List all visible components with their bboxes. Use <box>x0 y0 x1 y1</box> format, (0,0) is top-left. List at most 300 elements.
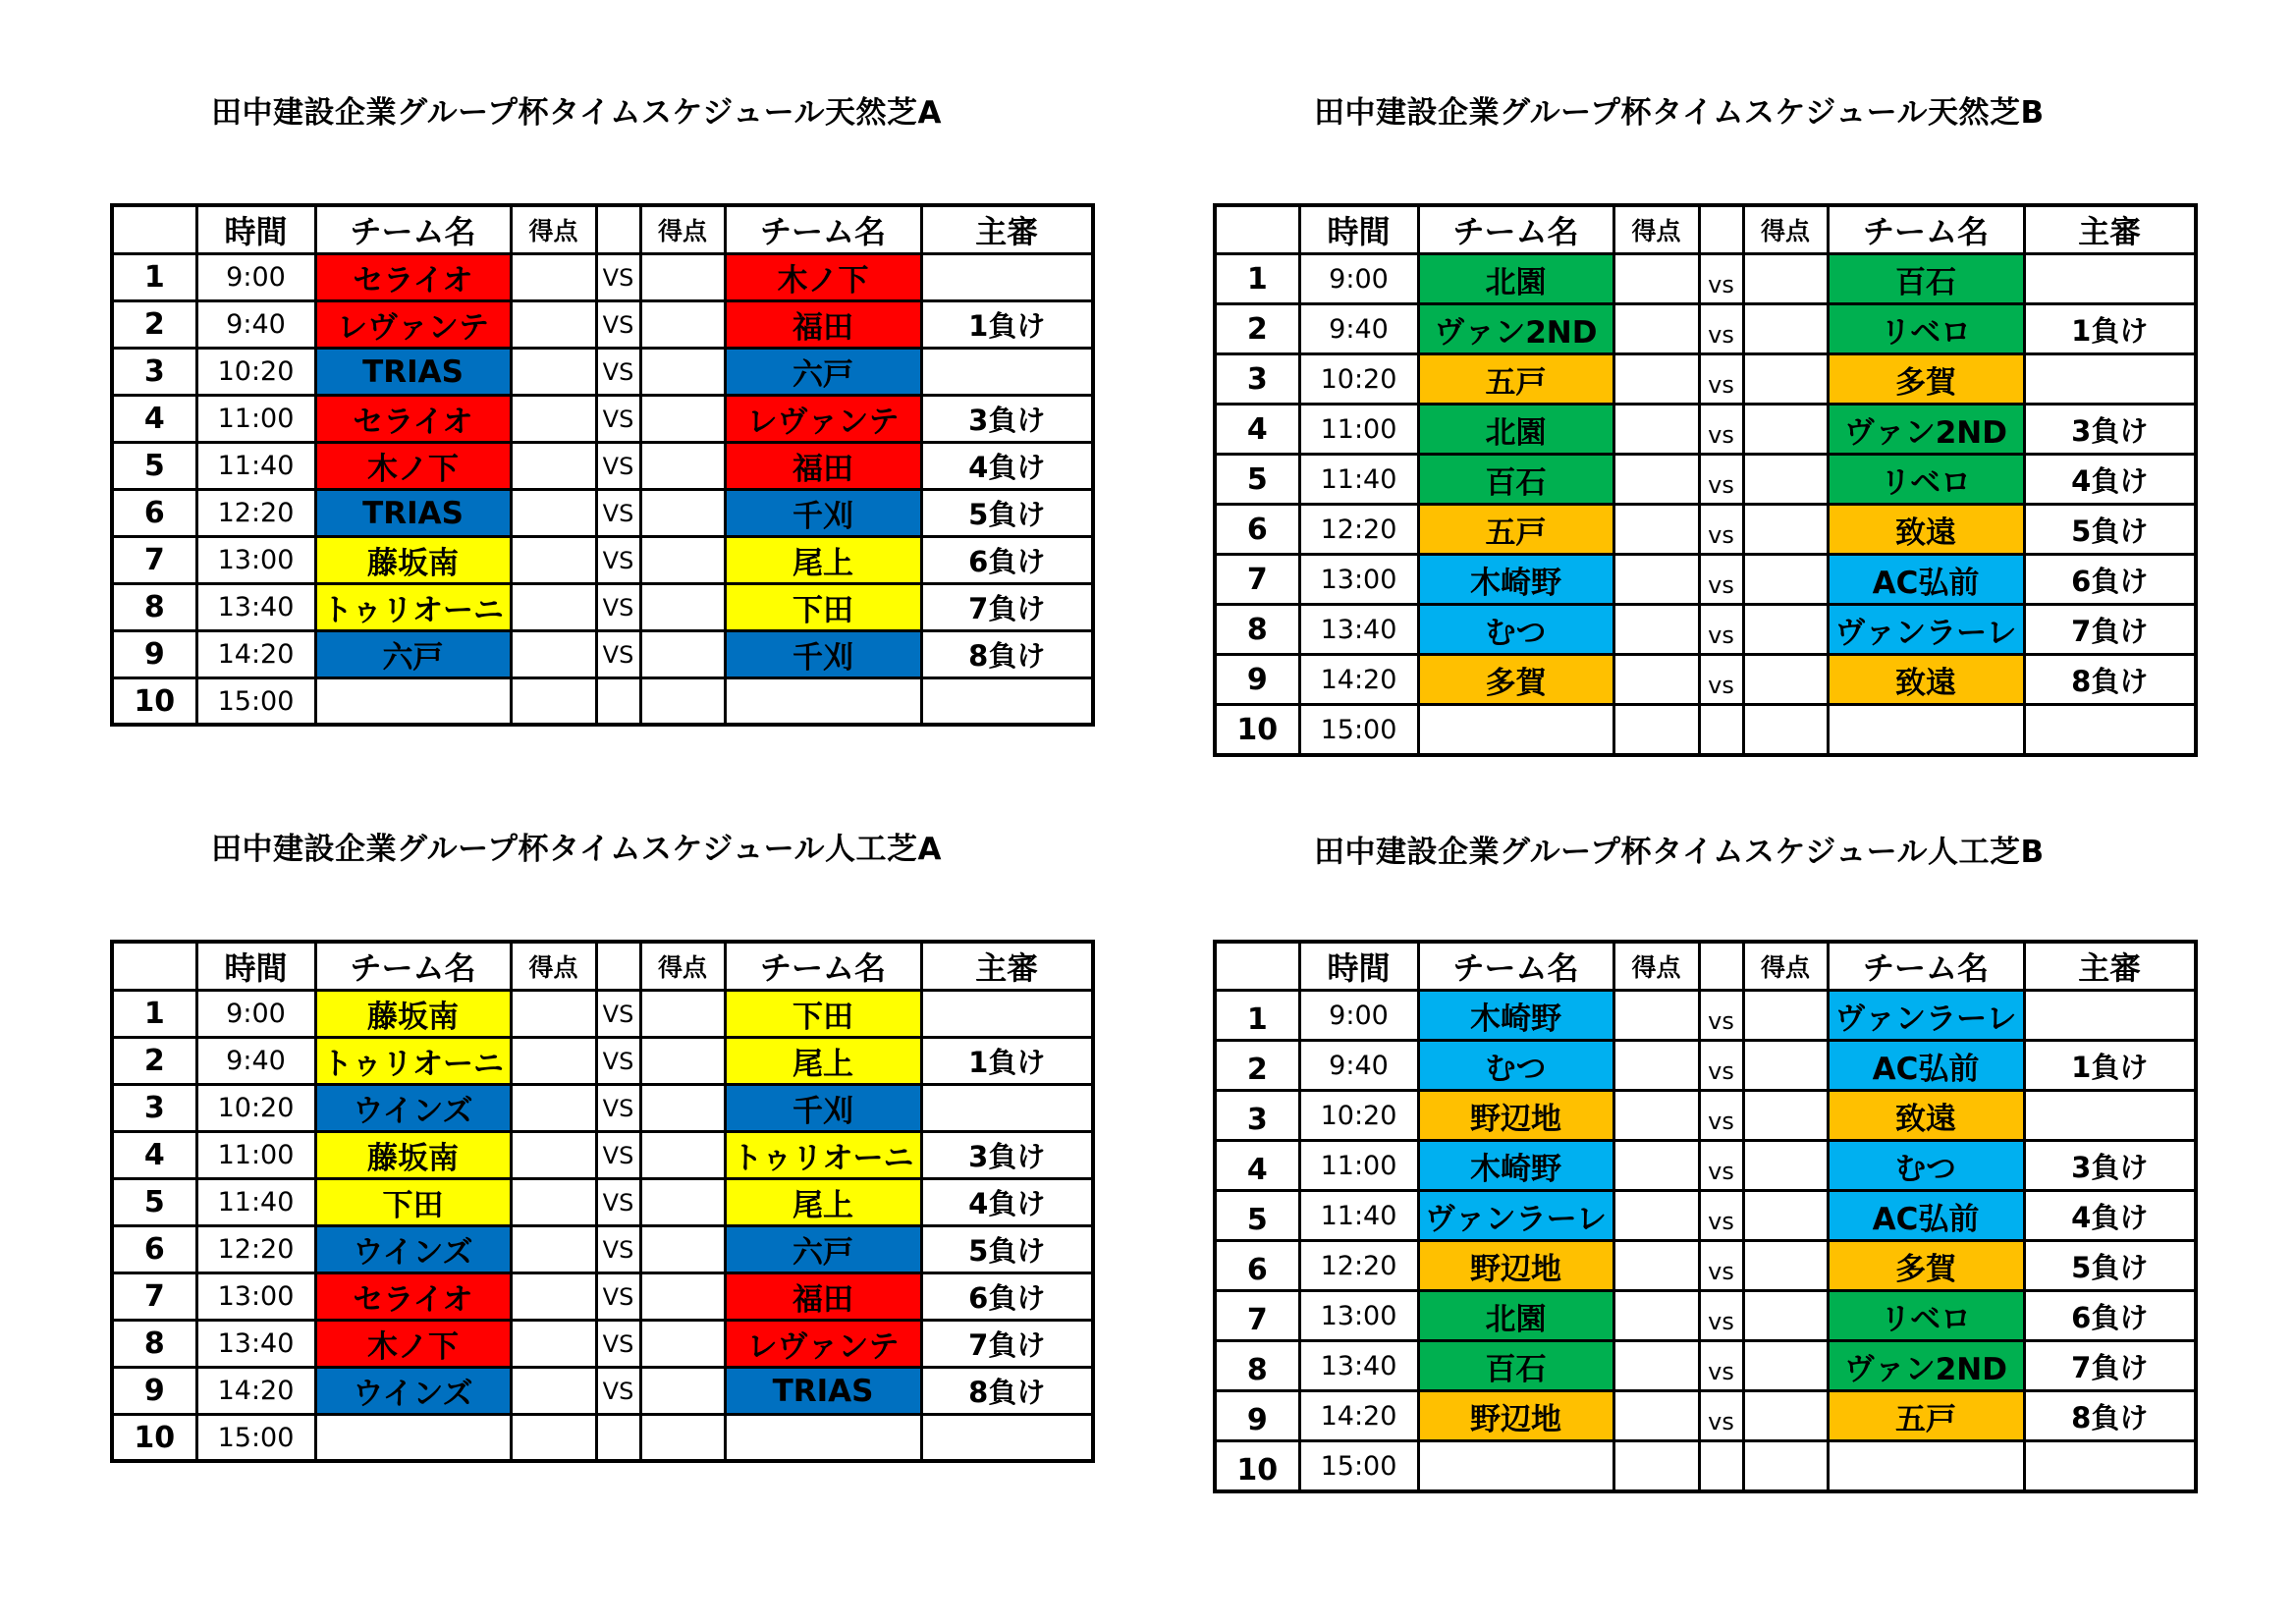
match-time: 13:00 <box>196 1273 315 1321</box>
home-score <box>511 678 596 726</box>
referee: 7負け <box>921 1321 1093 1368</box>
match-time: 11:40 <box>196 1179 315 1226</box>
vs-label: VS <box>596 1273 640 1321</box>
vs-label: vs <box>1699 354 1743 405</box>
header-referee: 主審 <box>2024 205 2196 254</box>
away-team: AC弘前 <box>1828 555 2024 605</box>
vs-label: VS <box>596 349 640 396</box>
match-number: 6 <box>1215 1241 1299 1291</box>
home-score <box>1613 254 1699 304</box>
header-no <box>112 942 196 991</box>
home-score <box>511 1368 596 1415</box>
home-team: 藤坂南 <box>315 537 511 584</box>
match-time: 11:00 <box>1299 1141 1418 1191</box>
referee: 7負け <box>2024 1341 2196 1391</box>
home-team: ウインズ <box>315 1226 511 1273</box>
match-time: 12:20 <box>1299 1241 1418 1291</box>
home-team: 五戸 <box>1418 505 1613 555</box>
vs-label: VS <box>596 1226 640 1273</box>
match-time: 15:00 <box>1299 705 1418 756</box>
vs-label: vs <box>1699 605 1743 655</box>
match-number: 5 <box>1215 455 1299 505</box>
match-row <box>112 1415 1093 1462</box>
away-score <box>640 537 725 584</box>
vs-label <box>1699 1441 1743 1492</box>
away-score <box>640 678 725 726</box>
match-row <box>1215 1291 2196 1341</box>
match-time: 9:00 <box>1299 991 1418 1041</box>
header-team-away: チーム名 <box>1828 942 2024 991</box>
away-score <box>640 631 725 678</box>
away-team: リベロ <box>1828 1291 2024 1341</box>
match-time: 13:00 <box>1299 555 1418 605</box>
away-team: 五戸 <box>1828 1391 2024 1441</box>
home-score <box>1613 655 1699 705</box>
match-number: 2 <box>1215 304 1299 354</box>
match-number: 4 <box>1215 405 1299 455</box>
away-score <box>1743 1441 1828 1492</box>
home-team: 多賀 <box>1418 655 1613 705</box>
away-team: AC弘前 <box>1828 1041 2024 1091</box>
home-team <box>315 678 511 726</box>
away-team: レヴァンテ <box>725 1321 921 1368</box>
away-score <box>1743 655 1828 705</box>
home-team: セライオ <box>315 1273 511 1321</box>
match-time: 14:20 <box>196 1368 315 1415</box>
away-score <box>1743 1341 1828 1391</box>
match-time: 13:00 <box>196 537 315 584</box>
header-score-away: 得点 <box>1743 942 1828 991</box>
vs-label: VS <box>596 1132 640 1179</box>
referee: 5負け <box>921 490 1093 537</box>
home-team: セライオ <box>315 396 511 443</box>
home-score <box>511 349 596 396</box>
match-row <box>112 537 1093 584</box>
away-score <box>640 1273 725 1321</box>
away-team: 尾上 <box>725 1038 921 1085</box>
away-score <box>640 1179 725 1226</box>
away-team: 千刈 <box>725 631 921 678</box>
header-time: 時間 <box>196 205 315 254</box>
away-score <box>1743 1241 1828 1291</box>
match-number: 9 <box>112 1368 196 1415</box>
away-team: トゥリオーニ <box>725 1132 921 1179</box>
match-row <box>112 631 1093 678</box>
match-row <box>1215 1441 2196 1492</box>
home-score <box>1613 705 1699 756</box>
match-row <box>1215 354 2196 405</box>
match-time: 9:00 <box>196 991 315 1038</box>
match-number: 10 <box>112 678 196 726</box>
vs-label: vs <box>1699 455 1743 505</box>
match-time: 15:00 <box>196 1415 315 1462</box>
match-row <box>112 584 1093 631</box>
home-score <box>511 631 596 678</box>
match-number: 3 <box>112 349 196 396</box>
schedule-artificial-a <box>110 825 1097 1455</box>
away-score <box>640 443 725 490</box>
match-time: 13:40 <box>196 1321 315 1368</box>
home-score <box>511 1085 596 1132</box>
vs-label: vs <box>1699 1041 1743 1091</box>
match-row <box>112 1179 1093 1226</box>
referee <box>2024 705 2196 756</box>
vs-label <box>596 678 640 726</box>
header-vs <box>1699 205 1743 254</box>
away-team: ヴァンラーレ <box>1828 605 2024 655</box>
vs-label: vs <box>1699 1091 1743 1141</box>
referee: 3負け <box>921 1132 1093 1179</box>
home-score <box>511 490 596 537</box>
away-score <box>640 254 725 301</box>
home-score <box>1613 354 1699 405</box>
home-score <box>1613 1241 1699 1291</box>
away-score <box>1743 1391 1828 1441</box>
header-referee: 主審 <box>921 205 1093 254</box>
match-row <box>1215 705 2196 756</box>
away-score <box>1743 405 1828 455</box>
away-team: リベロ <box>1828 455 2024 505</box>
home-score <box>511 991 596 1038</box>
match-time: 12:20 <box>1299 505 1418 555</box>
away-team: 木ノ下 <box>725 254 921 301</box>
match-time: 12:20 <box>196 490 315 537</box>
match-row <box>1215 254 2196 304</box>
referee <box>2024 1091 2196 1141</box>
match-number: 3 <box>1215 354 1299 405</box>
away-team <box>725 678 921 726</box>
match-row <box>1215 605 2196 655</box>
away-team: 下田 <box>725 584 921 631</box>
home-score <box>1613 1391 1699 1441</box>
match-time: 15:00 <box>1299 1441 1418 1492</box>
referee <box>2024 254 2196 304</box>
match-time: 14:20 <box>1299 1391 1418 1441</box>
away-score <box>1743 1041 1828 1091</box>
match-number: 10 <box>112 1415 196 1462</box>
header-score-away: 得点 <box>640 205 725 254</box>
match-number: 1 <box>112 991 196 1038</box>
home-team: 野辺地 <box>1418 1091 1613 1141</box>
match-number: 8 <box>112 584 196 631</box>
match-time: 12:20 <box>196 1226 315 1273</box>
away-team: 六戸 <box>725 349 921 396</box>
vs-label: VS <box>596 301 640 349</box>
away-score <box>640 490 725 537</box>
away-score <box>1743 1091 1828 1141</box>
vs-label <box>1699 705 1743 756</box>
header-row <box>1215 205 2196 254</box>
home-team: レヴァンテ <box>315 301 511 349</box>
match-row <box>112 301 1093 349</box>
away-score <box>640 301 725 349</box>
away-score <box>640 1368 725 1415</box>
vs-label: vs <box>1699 1341 1743 1391</box>
match-row <box>1215 991 2196 1041</box>
home-score <box>1613 405 1699 455</box>
away-team: 致遠 <box>1828 1091 2024 1141</box>
home-score <box>1613 505 1699 555</box>
match-number: 6 <box>1215 505 1299 555</box>
header-score-away: 得点 <box>1743 205 1828 254</box>
away-team: 福田 <box>725 301 921 349</box>
schedule-title: 田中建設企業グループ杯タイムスケジュール天然芝B <box>1314 95 2045 131</box>
home-score <box>1613 304 1699 354</box>
match-row <box>1215 655 2196 705</box>
away-score <box>640 1415 725 1462</box>
home-score <box>1613 1041 1699 1091</box>
referee: 8負け <box>2024 1391 2196 1441</box>
schedule-artificial-b <box>1213 828 2200 1488</box>
match-time: 14:20 <box>196 631 315 678</box>
away-team: 六戸 <box>725 1226 921 1273</box>
referee: 1負け <box>2024 304 2196 354</box>
vs-label: vs <box>1699 254 1743 304</box>
match-row <box>112 1226 1093 1273</box>
match-number: 7 <box>112 1273 196 1321</box>
match-row <box>1215 405 2196 455</box>
home-team: 木ノ下 <box>315 1321 511 1368</box>
home-score <box>1613 1341 1699 1391</box>
match-row <box>1215 505 2196 555</box>
match-row <box>1215 1241 2196 1291</box>
home-team: むつ <box>1418 1041 1613 1091</box>
home-score <box>1613 605 1699 655</box>
home-team: TRIAS <box>315 490 511 537</box>
match-number: 1 <box>1215 254 1299 304</box>
match-time: 9:40 <box>1299 1041 1418 1091</box>
match-time: 13:00 <box>1299 1291 1418 1341</box>
away-team: TRIAS <box>725 1368 921 1415</box>
match-number: 9 <box>1215 1391 1299 1441</box>
home-score <box>511 584 596 631</box>
away-team: むつ <box>1828 1141 2024 1191</box>
header-row <box>112 942 1093 991</box>
match-time: 15:00 <box>196 678 315 726</box>
home-team: ヴァン2ND <box>1418 304 1613 354</box>
match-row <box>112 1273 1093 1321</box>
match-number: 6 <box>112 1226 196 1273</box>
match-number: 6 <box>112 490 196 537</box>
header-no <box>1215 205 1299 254</box>
match-time: 13:40 <box>196 584 315 631</box>
referee: 1負け <box>921 1038 1093 1085</box>
away-team: 福田 <box>725 443 921 490</box>
header-time: 時間 <box>1299 942 1418 991</box>
vs-label: vs <box>1699 555 1743 605</box>
home-team <box>1418 1441 1613 1492</box>
header-team-home: チーム名 <box>1418 942 1613 991</box>
match-row <box>1215 1141 2196 1191</box>
away-score <box>1743 1141 1828 1191</box>
home-score <box>1613 991 1699 1041</box>
vs-label: vs <box>1699 304 1743 354</box>
schedule-table <box>1213 940 2198 1493</box>
away-team <box>1828 705 2024 756</box>
home-score <box>511 1179 596 1226</box>
referee <box>921 349 1093 396</box>
vs-label: VS <box>596 1085 640 1132</box>
home-score <box>511 1038 596 1085</box>
match-number: 5 <box>1215 1191 1299 1241</box>
match-row <box>112 991 1093 1038</box>
away-team: ヴァン2ND <box>1828 1341 2024 1391</box>
match-row <box>112 1132 1093 1179</box>
home-score <box>511 254 596 301</box>
away-team: ヴァン2ND <box>1828 405 2024 455</box>
schedule-table <box>110 940 1095 1463</box>
home-score <box>1613 1191 1699 1241</box>
schedule-title: 田中建設企業グループ杯タイムスケジュール人工芝A <box>211 832 943 867</box>
home-team: 木崎野 <box>1418 555 1613 605</box>
vs-label: vs <box>1699 405 1743 455</box>
match-number: 8 <box>112 1321 196 1368</box>
match-number: 8 <box>1215 1341 1299 1391</box>
header-team-home: チーム名 <box>315 942 511 991</box>
away-score <box>1743 705 1828 756</box>
home-team: 木崎野 <box>1418 991 1613 1041</box>
vs-label: VS <box>596 443 640 490</box>
referee <box>921 254 1093 301</box>
away-score <box>640 1226 725 1273</box>
match-number: 2 <box>112 1038 196 1085</box>
header-team-home: チーム名 <box>1418 205 1613 254</box>
away-team: 下田 <box>725 991 921 1038</box>
match-row <box>112 1321 1093 1368</box>
match-row <box>112 490 1093 537</box>
home-score <box>511 301 596 349</box>
home-team <box>1418 705 1613 756</box>
home-score <box>511 396 596 443</box>
home-team: 百石 <box>1418 1341 1613 1391</box>
match-number: 7 <box>1215 555 1299 605</box>
away-score <box>1743 354 1828 405</box>
away-score <box>640 1132 725 1179</box>
vs-label: VS <box>596 396 640 443</box>
match-number: 3 <box>1215 1091 1299 1141</box>
schedule-natural-a <box>110 88 1097 719</box>
home-team <box>315 1415 511 1462</box>
header-team-away: チーム名 <box>725 942 921 991</box>
vs-label: vs <box>1699 1191 1743 1241</box>
referee: 4負け <box>2024 455 2196 505</box>
vs-label: vs <box>1699 1391 1743 1441</box>
schedule-title: 田中建設企業グループ杯タイムスケジュール人工芝B <box>1314 835 2045 870</box>
match-time: 9:40 <box>1299 304 1418 354</box>
match-row <box>1215 1341 2196 1391</box>
match-number: 4 <box>1215 1141 1299 1191</box>
away-score <box>640 349 725 396</box>
header-no <box>1215 942 1299 991</box>
match-time: 11:00 <box>196 1132 315 1179</box>
referee: 6負け <box>2024 555 2196 605</box>
referee: 7負け <box>2024 605 2196 655</box>
away-team: AC弘前 <box>1828 1191 2024 1241</box>
match-number: 5 <box>112 443 196 490</box>
referee <box>2024 354 2196 405</box>
match-row <box>112 1085 1093 1132</box>
vs-label <box>596 1415 640 1462</box>
home-team: 藤坂南 <box>315 1132 511 1179</box>
away-team <box>1828 1441 2024 1492</box>
away-team: 尾上 <box>725 1179 921 1226</box>
header-referee: 主審 <box>2024 942 2196 991</box>
match-time: 10:20 <box>1299 1091 1418 1141</box>
match-row <box>112 1038 1093 1085</box>
match-number: 2 <box>1215 1041 1299 1091</box>
header-score-home: 得点 <box>1613 942 1699 991</box>
header-score-away: 得点 <box>640 942 725 991</box>
header-no <box>112 205 196 254</box>
match-row <box>112 678 1093 726</box>
header-vs <box>1699 942 1743 991</box>
away-score <box>1743 605 1828 655</box>
header-team-away: チーム名 <box>1828 205 2024 254</box>
match-row <box>1215 555 2196 605</box>
referee: 6負け <box>2024 1291 2196 1341</box>
referee: 8負け <box>921 631 1093 678</box>
match-row <box>112 349 1093 396</box>
match-number: 7 <box>112 537 196 584</box>
match-number: 3 <box>112 1085 196 1132</box>
home-team: ウインズ <box>315 1368 511 1415</box>
match-row <box>112 396 1093 443</box>
home-team: 木ノ下 <box>315 443 511 490</box>
header-score-home: 得点 <box>1613 205 1699 254</box>
referee <box>921 678 1093 726</box>
home-team: 六戸 <box>315 631 511 678</box>
away-score <box>1743 304 1828 354</box>
match-row <box>1215 455 2196 505</box>
vs-label: vs <box>1699 655 1743 705</box>
referee: 1負け <box>921 301 1093 349</box>
referee: 5負け <box>2024 505 2196 555</box>
away-score <box>1743 555 1828 605</box>
match-time: 11:00 <box>196 396 315 443</box>
match-row <box>112 1368 1093 1415</box>
home-team: むつ <box>1418 605 1613 655</box>
referee <box>2024 1441 2196 1492</box>
match-row <box>112 254 1093 301</box>
match-row <box>1215 1191 2196 1241</box>
vs-label: VS <box>596 1368 640 1415</box>
match-number: 4 <box>112 396 196 443</box>
away-team: リベロ <box>1828 304 2024 354</box>
referee: 8負け <box>921 1368 1093 1415</box>
match-row <box>1215 304 2196 354</box>
match-number: 8 <box>1215 605 1299 655</box>
match-time: 10:20 <box>1299 354 1418 405</box>
match-time: 11:40 <box>196 443 315 490</box>
home-team: 下田 <box>315 1179 511 1226</box>
home-score <box>511 443 596 490</box>
referee: 4負け <box>921 1179 1093 1226</box>
match-number: 1 <box>1215 991 1299 1041</box>
away-score <box>640 396 725 443</box>
home-score <box>511 1273 596 1321</box>
away-team: 尾上 <box>725 537 921 584</box>
match-number: 10 <box>1215 705 1299 756</box>
match-time: 13:40 <box>1299 605 1418 655</box>
away-team: 福田 <box>725 1273 921 1321</box>
away-score <box>640 584 725 631</box>
referee: 5負け <box>921 1226 1093 1273</box>
header-row <box>112 205 1093 254</box>
vs-label: vs <box>1699 505 1743 555</box>
vs-label: VS <box>596 537 640 584</box>
home-team: 北園 <box>1418 1291 1613 1341</box>
referee: 8負け <box>2024 655 2196 705</box>
